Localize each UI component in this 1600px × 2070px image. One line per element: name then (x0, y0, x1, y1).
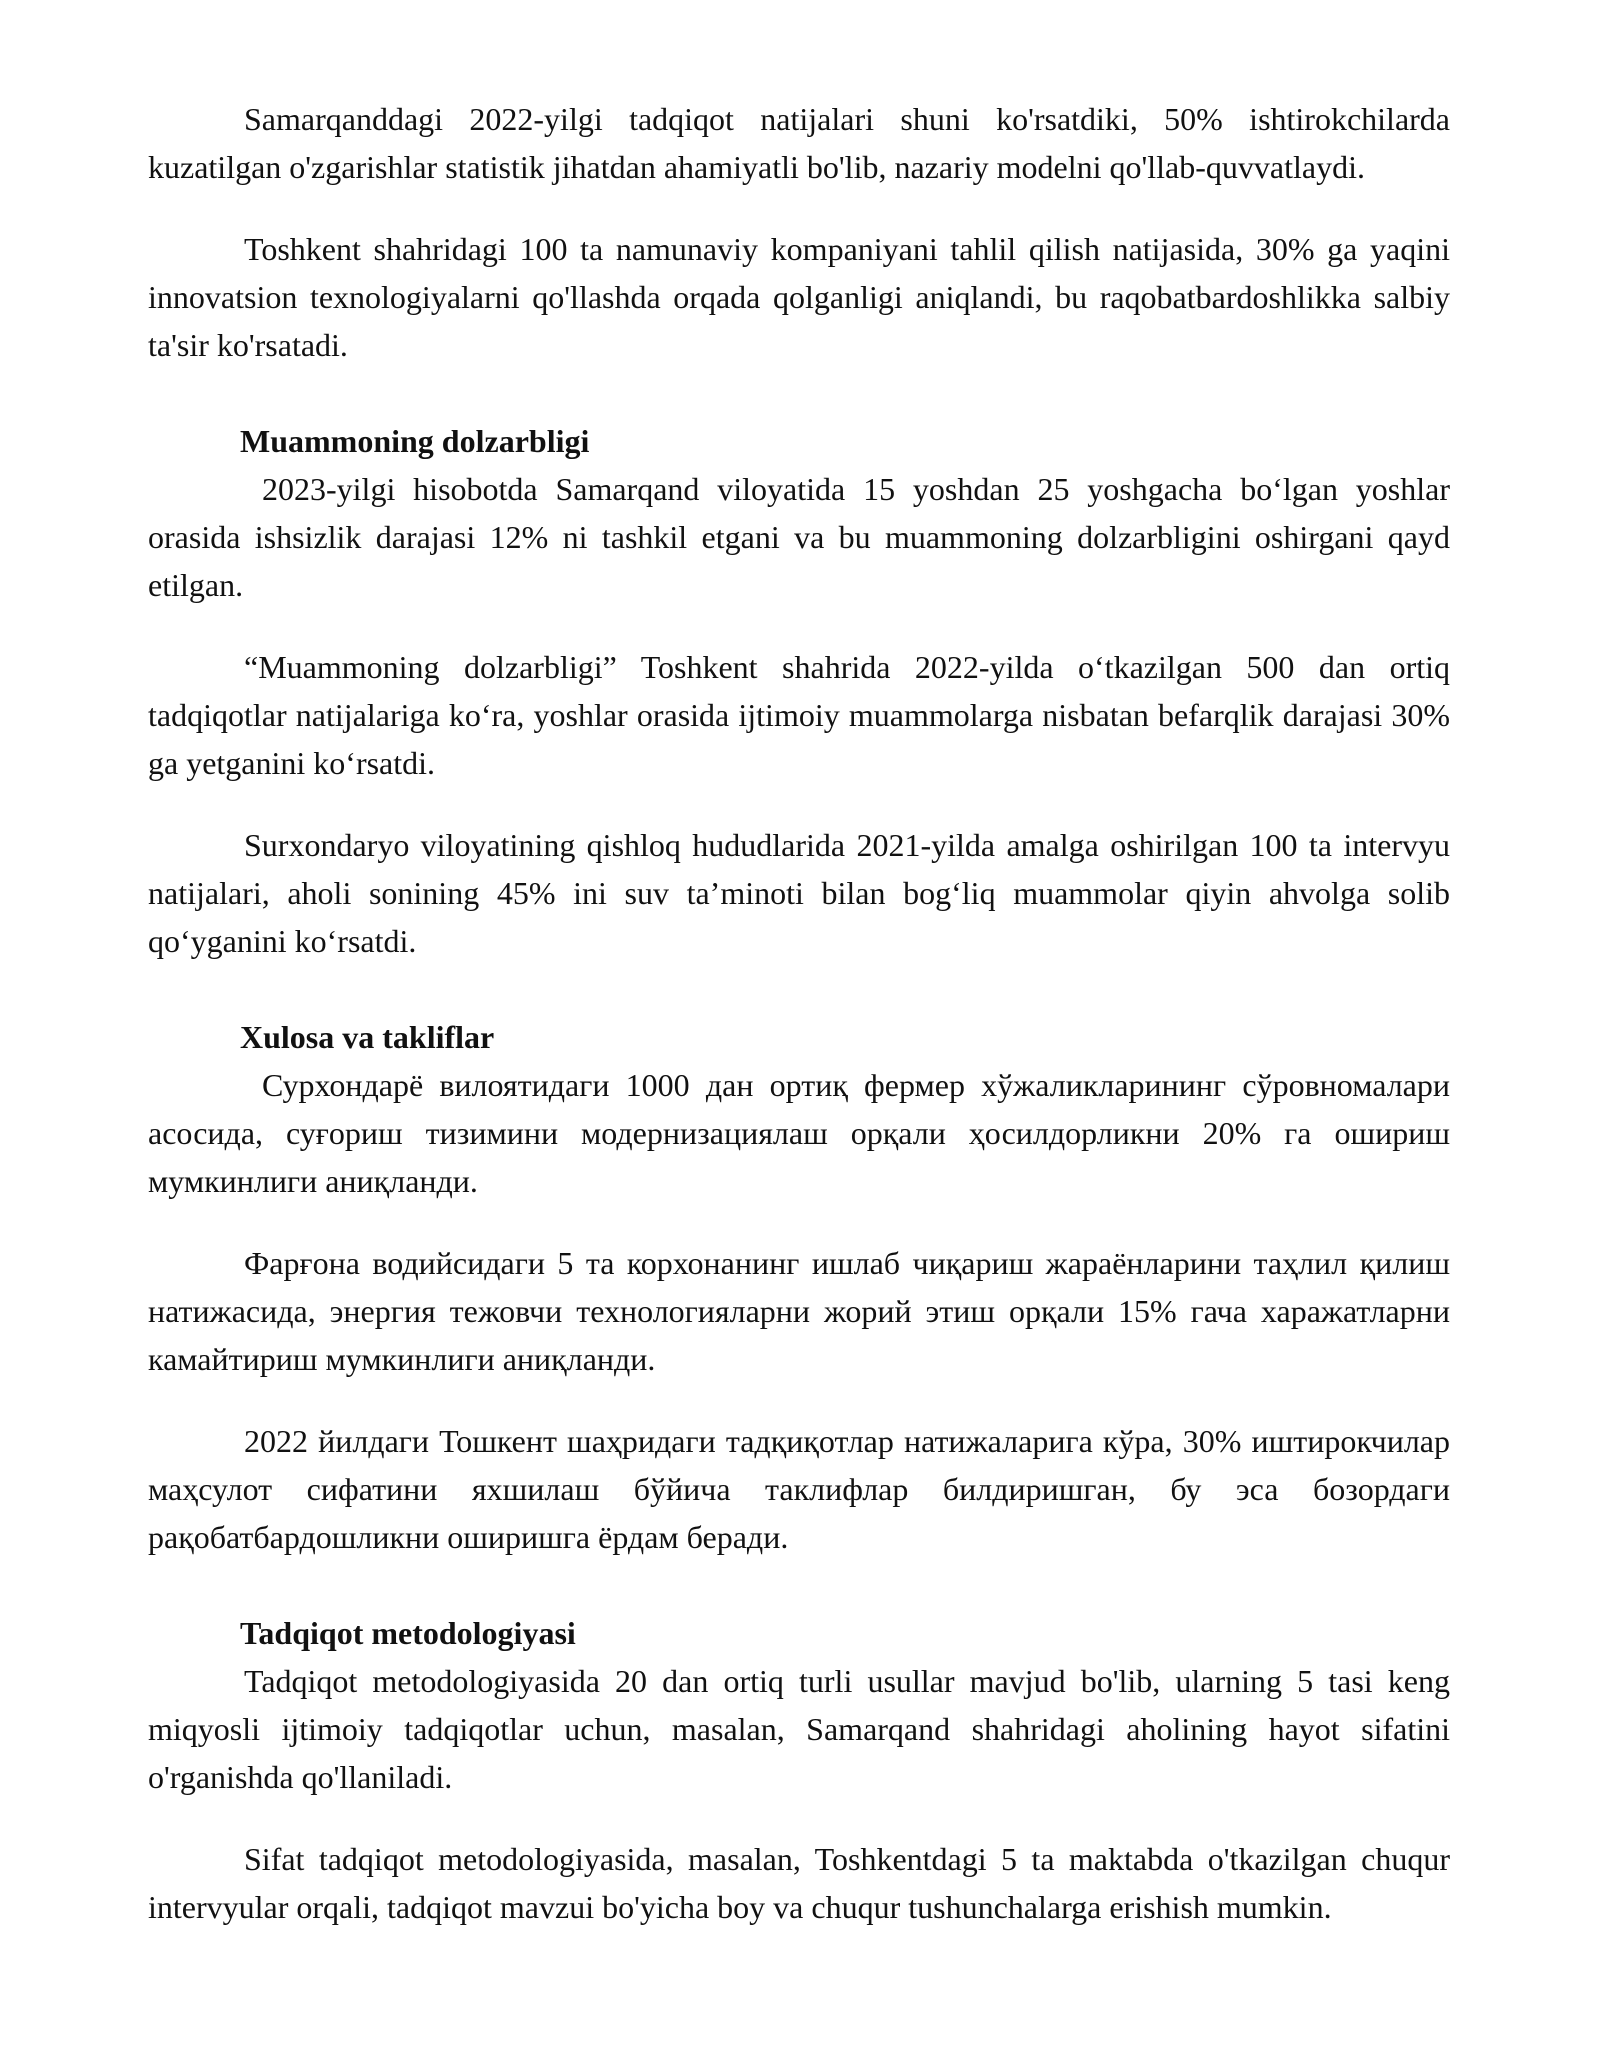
paragraph: Toshkent shahridagi 100 ta namunaviy kompaniyani tahlil qilish natijasida, 30% ga yaqini innovatsion texnologiyalarni qo'llashda orqada qolganligi aniqlandi, bu raqobatbardoshlikka salbiy ta'sir ko'rsatadi. (148, 231, 1450, 363)
section-spacer (148, 1595, 1450, 1609)
document-page (148, 95, 1450, 1931)
paragraph: 2023-yilgi hisobotda Samarqand viloyatida 15 yoshdan 25 yoshgacha bo‘lgan yoshlar orasida ishsizlik darajasi 12% ni tashkil etgani va bu muammoning dolzarbligini oshirgani qayd etilgan. (148, 471, 1450, 603)
paragraph: Samarqanddagi 2022-yilgi tadqiqot natijalari shuni ko'rsatdiki, 50% ishtirokchilarda kuzatilgan o'zgarishlar statistik jihatdan ahamiyatli bo'lib, nazariy modelni qo'llab-quvvatlaydi. (148, 101, 1450, 185)
paragraph: Tadqiqot metodologiyasida 20 dan ortiq turli usullar mavjud bo'lib, ularning 5 tasi keng miqyosli ijtimoiy tadqiqotlar uchun, masalan, Samarqand shahridagi aholining hayot sifatini o'rganishda qo'llaniladi. (148, 1663, 1450, 1795)
section-heading: Muammoning dolzarbligi (240, 423, 590, 459)
section-heading: Xulosa va takliflar (240, 1019, 495, 1055)
paragraph: “Muammoning dolzarbligi” Toshkent shahrida 2022-yilda o‘tkazilgan 500 dan ortiq tadqiqotlar natijalariga ko‘ra, yoshlar orasida ijtimoiy muammolarga nisbatan befarqlik darajasi 30% ga yetganini ko‘rsatdi. (148, 649, 1450, 781)
paragraph: Фарғона водийсидаги 5 та корхонанинг ишлаб чиқариш жараёнларини таҳлил қилиш натижасида, энергия тежовчи технологияларни жорий этиш орқали 15% гача харажатларни камайтириш мумкинлиги аниқланди. (148, 1245, 1450, 1377)
section-spacer (148, 999, 1450, 1013)
paragraph: Surxondaryo viloyatining qishloq hududlarida 2021-yilda amalga oshirilgan 100 ta intervyu natijalari, aholi sonining 45% ini suv ta’minoti bilan bog‘liq muammolar qiyin ahvolga solib qo‘yganini ko‘rsatdi. (148, 827, 1450, 959)
paragraph: Сурхондарё вилоятидаги 1000 дан ортиқ фермер хўжаликларининг сўровномалари асосида, суғориш тизимини модернизациялаш орқали ҳосилдорликни 20% га ошириш мумкинлиги аниқланди. (148, 1067, 1450, 1199)
paragraph: Sifat tadqiqot metodologiyasida, masalan, Toshkentdagi 5 ta maktabda o'tkazilgan chuqur intervyular orqali, tadqiqot mavzui bo'yicha boy va chuqur tushunchalarga erishish mumkin. (148, 1841, 1450, 1925)
paragraph: 2022 йилдаги Тошкент шаҳридаги тадқиқотлар натижаларига кўра, 30% иштирокчилар маҳсулот сифатини яхшилаш бўйича таклифлар билдиришган, бу эса бозордаги рақобатбардошликни оширишга ёрдам беради. (148, 1423, 1450, 1555)
section-heading: Tadqiqot metodologiyasi (240, 1615, 576, 1651)
section-spacer (148, 403, 1450, 417)
